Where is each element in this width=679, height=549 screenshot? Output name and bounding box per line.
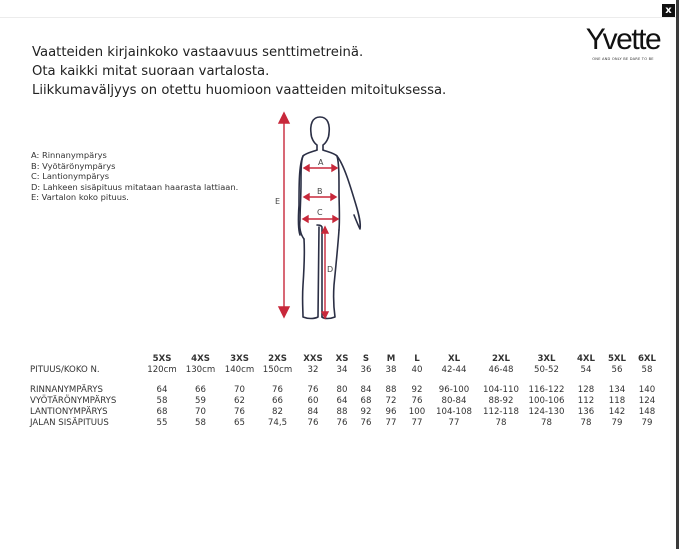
table-cell: 46-48 — [488, 364, 514, 375]
table-cell: 92 — [360, 406, 372, 417]
logo-tagline: ONE AND ONLY BE DARE TO BE — [592, 57, 654, 61]
table-cell: 100 — [408, 406, 426, 417]
table-cell: 104-108 — [436, 406, 472, 417]
table-row — [30, 384, 663, 395]
table-cell: 32 — [307, 364, 319, 375]
legend-item: A: Rinnanympärys — [31, 150, 107, 160]
table-cell: 79 — [641, 417, 653, 428]
legend-item: D: Lahkeen sisäpituus mitataan haarasta lattiaan. — [31, 181, 239, 192]
close-button[interactable]: x — [662, 4, 675, 17]
table-cell: 64 — [336, 395, 348, 406]
size-header-cell: 5XS — [152, 353, 172, 364]
table-cell: 76 — [272, 384, 283, 395]
table-cell: 84 — [307, 406, 319, 417]
measurement-legend — [31, 150, 238, 203]
body-measurement-figure — [270, 105, 370, 325]
intro-line: Ota kaikki mitat suoraan vartalosta. — [32, 64, 270, 79]
table-cell: 58 — [641, 364, 653, 375]
size-header-cell: 2XS — [268, 353, 287, 364]
size-header-cell: 3XS — [230, 353, 249, 364]
table-cell: 77 — [385, 417, 397, 428]
table-cell: 148 — [638, 406, 656, 417]
figure-label-b: B — [317, 187, 323, 196]
table-row — [30, 395, 663, 406]
table-cell: 76 — [336, 417, 348, 428]
intro-line: Liikkumaväljyys on otettu huomioon vaatteiden mitoituksessa. — [32, 83, 447, 98]
table-cell: 58 — [195, 417, 206, 428]
table-cell: 78 — [580, 417, 592, 428]
table-cell: 62 — [234, 395, 245, 406]
table-cell: 64 — [156, 384, 168, 395]
table-cell: 56 — [611, 364, 623, 375]
table-spacer — [30, 375, 663, 384]
table-cell: 55 — [156, 417, 168, 428]
table-cell: 76 — [307, 384, 319, 395]
table-cell: 134 — [608, 384, 626, 395]
table-cell: 50-52 — [534, 364, 559, 375]
table-cell: 76 — [411, 395, 423, 406]
table-cell: 118 — [608, 395, 626, 406]
legend-item: B: Vyötärönympärys — [31, 160, 116, 171]
table-cell: 142 — [608, 406, 626, 417]
table-cell: 124-130 — [528, 406, 565, 417]
size-header-row — [30, 353, 663, 364]
table-cell: 82 — [272, 406, 283, 417]
size-header-cell: S — [362, 353, 370, 364]
table-cell: 42-44 — [441, 364, 467, 375]
table-cell: 65 — [234, 417, 245, 428]
brand-logo — [580, 24, 666, 61]
size-header-cell: 5XL — [607, 353, 627, 364]
row-label: RINNANYMPÄRYS — [30, 384, 103, 395]
legend-item: C: Lantionympärys — [31, 171, 110, 181]
table-cell: 38 — [385, 364, 397, 375]
table-cell: 78 — [495, 417, 507, 428]
table-cell: 80-84 — [441, 395, 467, 406]
table-cell: 34 — [336, 364, 348, 375]
figure-label-d: D — [327, 265, 334, 274]
table-cell: 140 — [638, 384, 656, 395]
table-cell: 128 — [577, 384, 595, 395]
table-row — [30, 417, 663, 428]
top-divider — [0, 17, 676, 18]
table-row — [30, 406, 663, 417]
table-cell: 88-92 — [488, 395, 514, 406]
table-cell: 70 — [195, 406, 206, 417]
row-label: PITUUS/KOKO N. — [30, 364, 100, 375]
size-header-cell: 2XL — [491, 353, 511, 364]
size-header-cell: 4XS — [191, 353, 210, 364]
table-cell: 92 — [411, 384, 423, 395]
table-cell: 68 — [156, 406, 168, 417]
table-cell: 80 — [336, 384, 348, 395]
figure-label-a: A — [318, 158, 324, 167]
table-cell: 70 — [234, 384, 245, 395]
table-cell: 124 — [638, 395, 656, 406]
table-cell: 40 — [411, 364, 423, 375]
intro-text — [32, 43, 446, 100]
table-cell: 54 — [580, 364, 592, 375]
table-cell: 72 — [385, 395, 397, 406]
table-cell: 68 — [360, 395, 372, 406]
table-cell: 78 — [541, 417, 552, 428]
table-cell: 112 — [577, 395, 595, 406]
intro-line: Vaatteiden kirjainkoko vastaavuus senttimetreinä. — [32, 45, 364, 60]
size-table — [30, 353, 663, 428]
table-cell: 58 — [156, 395, 168, 406]
table-cell: 77 — [411, 417, 423, 428]
table-cell: 96 — [385, 406, 397, 417]
table-cell: 96-100 — [438, 384, 470, 395]
table-cell: 88 — [385, 384, 397, 395]
size-header-cell: XXS — [303, 353, 323, 364]
table-cell: 36 — [360, 364, 372, 375]
size-header-cell: L — [414, 353, 420, 364]
size-header-cell: 4XL — [576, 353, 596, 364]
table-cell: 88 — [336, 406, 348, 417]
table-cell: 150cm — [262, 364, 293, 375]
row-label: LANTIONYMPÄRYS — [30, 406, 108, 417]
table-cell: 60 — [307, 395, 319, 406]
table-cell: 76 — [307, 417, 319, 428]
table-cell: 112-118 — [483, 406, 519, 417]
table-cell: 136 — [577, 406, 595, 417]
table-cell: 74,5 — [267, 417, 288, 428]
size-header-cell: 6XL — [637, 353, 657, 364]
legend-item: E: Vartalon koko pituus. — [31, 192, 129, 202]
table-cell: 76 — [360, 417, 372, 428]
size-header-cell: 3XL — [537, 353, 556, 364]
size-header-cell: XL — [447, 353, 461, 364]
table-cell: 79 — [611, 417, 623, 428]
table-cell: 84 — [360, 384, 372, 395]
logo-wordmark: Yvette — [585, 23, 661, 56]
size-header-cell: XS — [335, 353, 349, 364]
table-cell: 116-122 — [528, 384, 565, 395]
table-cell: 104-110 — [483, 384, 519, 395]
table-cell: 77 — [448, 417, 460, 428]
table-cell: 140cm — [224, 364, 255, 375]
row-label: VYÖTÄRÖNYMPÄRYS — [30, 395, 117, 406]
table-cell: 66 — [272, 395, 283, 406]
table-cell: 76 — [234, 406, 245, 417]
size-header-cell: M — [386, 353, 396, 364]
figure-label-c: C — [317, 208, 323, 217]
table-cell: 130cm — [185, 364, 216, 375]
row-label: JALAN SISÄPITUUS — [30, 417, 109, 428]
figure-label-e: E — [275, 197, 281, 206]
table-row — [30, 364, 663, 375]
table-cell: 100-106 — [528, 395, 565, 406]
table-cell: 66 — [195, 384, 206, 395]
table-cell: 120cm — [147, 364, 177, 375]
table-cell: 59 — [195, 395, 206, 406]
